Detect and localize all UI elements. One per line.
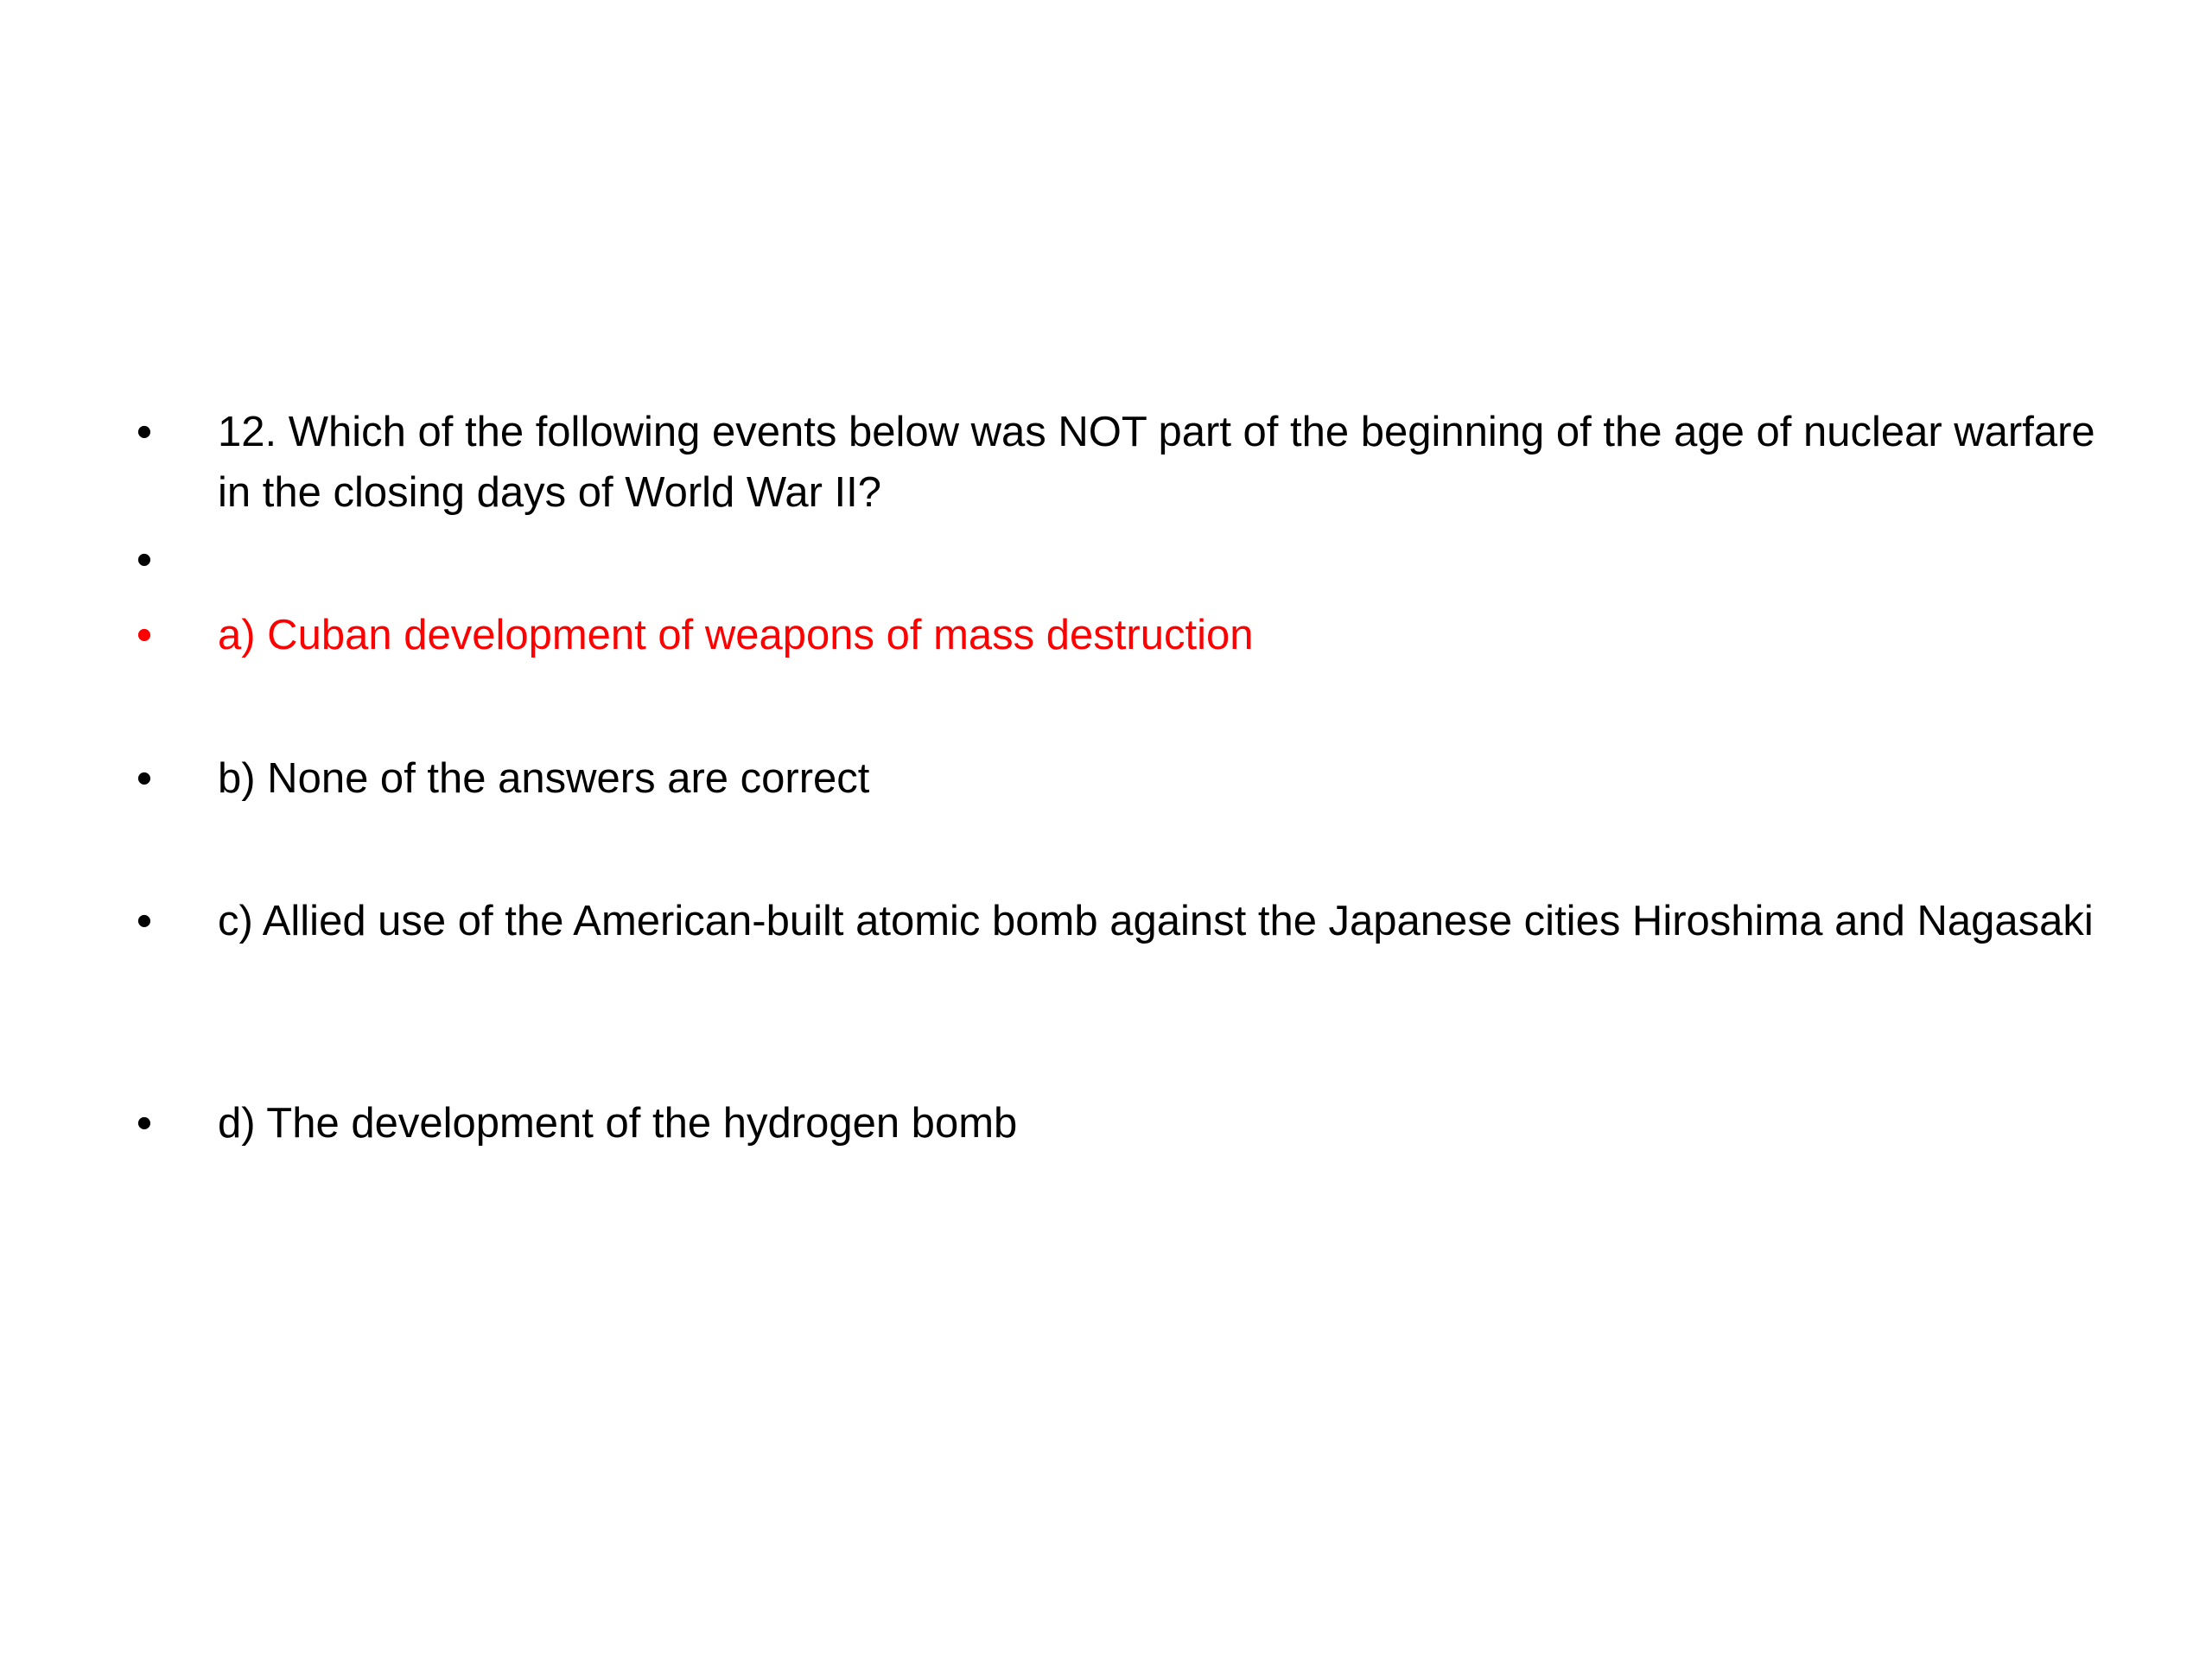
question-text: 12. Which of the following events below was NOT part of the beginning of the age of nuclear warfare in the closing days of World War II? [218,409,2095,516]
option-b-text: b) None of the answers are correct [218,755,870,802]
option-d-text: d) The development of the hydrogen bomb [218,1100,1018,1147]
option-a-text: a) Cuban development of weapons of mass destruction [218,612,1254,658]
bullet-marker: • [136,896,153,946]
bullet-marker: • [136,535,153,585]
bullet-marker: • [136,753,153,804]
option-c-text: c) Allied use of the American-built atomic bomb against the Japanese cities Hiroshima and Nagasaki [218,898,2094,944]
bullet-marker: • [136,407,153,457]
bullet-marker: • [136,1098,153,1148]
bullet-marker: • [136,610,153,660]
